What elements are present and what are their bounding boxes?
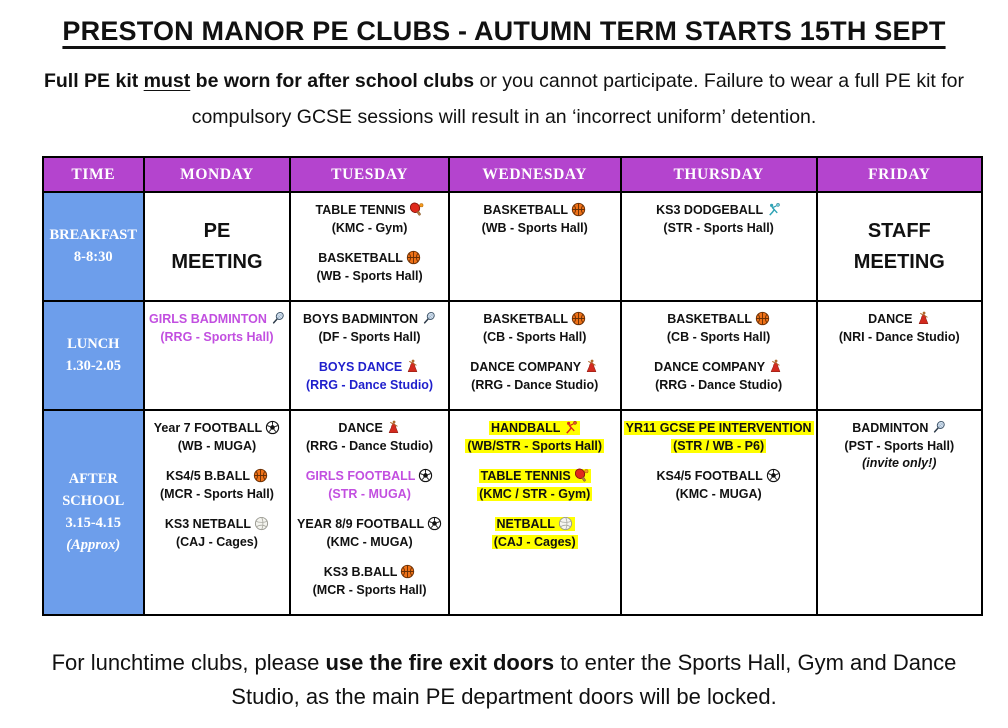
club-entry bbox=[147, 516, 288, 551]
club-location: (RRG - Sports Hall) bbox=[160, 329, 274, 344]
row-breakfast bbox=[43, 192, 982, 301]
meeting-line: PE bbox=[203, 219, 231, 242]
cell-content bbox=[818, 411, 981, 488]
club-name-text: DANCE bbox=[868, 312, 913, 327]
time-line: AFTER bbox=[68, 471, 118, 488]
meeting-cell bbox=[817, 192, 982, 301]
clubs-cell bbox=[290, 192, 448, 301]
club-name bbox=[293, 250, 445, 268]
club-location bbox=[624, 438, 814, 456]
club-name bbox=[452, 202, 618, 220]
club-location bbox=[452, 486, 618, 504]
club-location: (STR - Sports Hall) bbox=[663, 220, 774, 235]
club-entry bbox=[624, 311, 814, 346]
club-name-text: DANCE bbox=[338, 421, 383, 436]
club-name bbox=[293, 564, 445, 582]
time-line: 3.15-4.15 bbox=[65, 515, 122, 532]
column-header-tuesday: TUESDAY bbox=[290, 157, 448, 192]
club-location: (STR - MUGA) bbox=[328, 486, 411, 501]
club-name bbox=[147, 468, 288, 486]
text-segment: or you cannot participate. Failure to wear a full PE kit for compulsory GCSE sessions will result in an ‘incorrect uniform’ detention. bbox=[191, 70, 965, 129]
footer-text bbox=[24, 646, 984, 714]
cell-content bbox=[291, 193, 447, 300]
club-name-text: GIRLS BADMINTON bbox=[149, 312, 267, 327]
clubs-cell bbox=[144, 301, 291, 410]
club-name bbox=[293, 516, 445, 534]
club-entry bbox=[147, 311, 288, 346]
column-header-friday: FRIDAY bbox=[817, 157, 982, 192]
club-name bbox=[624, 420, 814, 438]
time-line: (Approx) bbox=[66, 537, 121, 554]
club-location: (CB - Sports Hall) bbox=[666, 329, 771, 344]
highlighted-text bbox=[479, 469, 591, 483]
club-entry bbox=[820, 420, 979, 473]
cell-content bbox=[450, 193, 620, 252]
club-name bbox=[624, 202, 814, 220]
club-entry bbox=[293, 516, 445, 551]
header-row bbox=[43, 157, 982, 192]
club-location: (NRI - Dance Studio) bbox=[838, 329, 960, 344]
club-name-text: YEAR 8/9 FOOTBALL bbox=[297, 517, 425, 532]
meeting-line: STAFF bbox=[867, 219, 931, 242]
text-segment: to enter the Sports Hall, Gym and Dance Studio, as the main PE department doors will be locked. bbox=[231, 650, 957, 710]
meeting-cell bbox=[144, 192, 291, 301]
meeting-line: MEETING bbox=[853, 250, 945, 273]
club-entry bbox=[624, 359, 814, 394]
club-name-text: Year 7 FOOTBALL bbox=[153, 421, 263, 436]
club-entry bbox=[820, 311, 979, 346]
club-name-text: TABLE TENNIS bbox=[480, 469, 571, 484]
basketball-icon bbox=[571, 311, 586, 326]
club-name-text: BASKETBALL bbox=[483, 312, 569, 327]
club-name-text: DANCE COMPANY bbox=[470, 360, 582, 375]
club-entry bbox=[452, 202, 618, 237]
club-entry bbox=[452, 468, 618, 503]
club-location bbox=[452, 534, 618, 552]
cell-content bbox=[291, 411, 447, 614]
club-entry bbox=[147, 468, 288, 503]
club-entry bbox=[452, 311, 618, 346]
club-location: (RRG - Dance Studio) bbox=[655, 377, 783, 392]
club-location: (CB - Sports Hall) bbox=[482, 329, 587, 344]
clubs-cell bbox=[817, 301, 982, 410]
club-name-text: GIRLS FOOTBALL bbox=[305, 469, 416, 484]
club-location: (DF - Sports Hall) bbox=[318, 329, 421, 344]
club-name-text: KS3 B.BALL bbox=[323, 565, 398, 580]
clubs-cell bbox=[621, 192, 817, 301]
handball-icon bbox=[563, 420, 578, 435]
row-after-school bbox=[43, 410, 982, 615]
text-segment: use the fire exit doors bbox=[325, 650, 555, 676]
football-icon bbox=[766, 468, 781, 483]
club-name bbox=[624, 468, 814, 486]
badminton-icon bbox=[270, 311, 285, 326]
time-label-lunch bbox=[43, 301, 144, 410]
club-name-text: HANDBALL bbox=[490, 421, 561, 436]
dance-icon bbox=[405, 359, 420, 374]
club-name-text: BASKETBALL bbox=[483, 203, 569, 218]
meeting-line: MEETING bbox=[171, 250, 263, 273]
column-header-wednesday: WEDNESDAY bbox=[449, 157, 621, 192]
club-entry bbox=[624, 468, 814, 503]
club-name bbox=[293, 202, 445, 220]
club-entry bbox=[452, 359, 618, 394]
basketball-icon bbox=[400, 564, 415, 579]
club-location: (KMC - MUGA) bbox=[675, 486, 762, 501]
club-name bbox=[820, 420, 979, 438]
cell-content bbox=[450, 302, 620, 409]
time-line: 1.30-2.05 bbox=[65, 358, 122, 375]
highlighted-text bbox=[489, 421, 580, 435]
club-name-text: YR11 GCSE PE INTERVENTION bbox=[625, 421, 812, 436]
dodgeball-icon bbox=[766, 202, 781, 217]
club-location: (MCR - Sports Hall) bbox=[160, 486, 274, 501]
dance-icon bbox=[584, 359, 599, 374]
club-name bbox=[452, 311, 618, 329]
meeting-label bbox=[145, 216, 290, 278]
club-name bbox=[624, 311, 814, 329]
club-name bbox=[624, 359, 814, 377]
clubs-cell bbox=[290, 301, 448, 410]
highlighted-text: (KMC / STR - Gym) bbox=[479, 486, 591, 501]
club-name bbox=[293, 420, 445, 438]
netball-icon bbox=[558, 516, 573, 531]
dance-icon bbox=[768, 359, 783, 374]
club-location bbox=[452, 438, 618, 456]
club-location: (KMC - Gym) bbox=[331, 220, 408, 235]
table-tennis-icon bbox=[574, 468, 589, 483]
club-name bbox=[452, 359, 618, 377]
dance-icon bbox=[386, 420, 401, 435]
badminton-icon bbox=[931, 420, 946, 435]
football-icon bbox=[418, 468, 433, 483]
club-location: (MCR - Sports Hall) bbox=[312, 582, 427, 597]
meeting-label bbox=[818, 216, 981, 278]
club-entry bbox=[624, 202, 814, 237]
column-header-monday: MONDAY bbox=[144, 157, 291, 192]
cell-content bbox=[622, 302, 816, 409]
row-lunch bbox=[43, 301, 982, 410]
club-location: (WB - Sports Hall) bbox=[481, 220, 588, 235]
timetable-body bbox=[43, 192, 982, 615]
clubs-cell bbox=[449, 410, 621, 615]
club-name-text: BASKETBALL bbox=[667, 312, 752, 327]
clubs-cell bbox=[449, 301, 621, 410]
football-icon bbox=[427, 516, 442, 531]
club-name bbox=[147, 311, 288, 329]
club-entry bbox=[293, 468, 445, 503]
club-name bbox=[293, 468, 445, 486]
club-name-text: KS3 NETBALL bbox=[164, 517, 252, 532]
highlighted-text: (CAJ - Cages) bbox=[493, 534, 576, 549]
club-location: (KMC - MUGA) bbox=[326, 534, 413, 549]
club-location: (WB - MUGA) bbox=[177, 438, 257, 453]
club-entry bbox=[293, 250, 445, 285]
club-name bbox=[293, 359, 445, 377]
club-name bbox=[452, 516, 618, 534]
clubs-cell bbox=[290, 410, 448, 615]
column-header-time: TIME bbox=[43, 157, 144, 192]
club-location: (WB - Sports Hall) bbox=[316, 268, 423, 283]
club-entry bbox=[293, 420, 445, 455]
cell-content bbox=[145, 411, 290, 566]
club-name-text: KS4/5 FOOTBALL bbox=[656, 469, 763, 484]
club-name bbox=[147, 516, 288, 534]
club-name-text: BOYS DANCE bbox=[318, 360, 403, 375]
netball-icon bbox=[254, 516, 269, 531]
highlighted-text: (STR / WB - P6) bbox=[673, 438, 765, 453]
time-line: SCHOOL bbox=[62, 493, 125, 510]
club-location: (RRG - Dance Studio) bbox=[306, 377, 434, 392]
club-name-text: BADMINTON bbox=[852, 421, 929, 436]
basketball-icon bbox=[406, 250, 421, 265]
time-line: BREAKFAST bbox=[49, 227, 138, 244]
intro-text bbox=[24, 63, 984, 135]
cell-content bbox=[622, 411, 816, 518]
clubs-cell bbox=[817, 410, 982, 615]
clubs-cell bbox=[144, 410, 291, 615]
clubs-cell bbox=[621, 410, 817, 615]
badminton-icon bbox=[421, 311, 436, 326]
club-name-text: DANCE COMPANY bbox=[654, 360, 766, 375]
club-name bbox=[147, 420, 288, 438]
highlighted-text: (WB/STR - Sports Hall) bbox=[467, 438, 603, 453]
club-name bbox=[293, 311, 445, 329]
club-location: (RRG - Dance Studio) bbox=[306, 438, 434, 453]
cell-content bbox=[818, 302, 981, 361]
club-entry bbox=[624, 420, 814, 455]
cell-content bbox=[291, 302, 447, 409]
club-entry bbox=[293, 359, 445, 394]
club-entry bbox=[452, 516, 618, 551]
text-segment: For lunchtime clubs, please bbox=[51, 650, 326, 676]
clubs-cell bbox=[449, 192, 621, 301]
club-location: (PST - Sports Hall) bbox=[844, 438, 955, 453]
basketball-icon bbox=[253, 468, 268, 483]
club-name bbox=[820, 311, 979, 329]
cell-content bbox=[450, 411, 620, 566]
club-entry bbox=[293, 311, 445, 346]
time-line: LUNCH bbox=[67, 336, 120, 353]
club-name-text: KS3 DODGEBALL bbox=[656, 203, 764, 218]
club-location: (RRG - Dance Studio) bbox=[471, 377, 599, 392]
club-name-text: TABLE TENNIS bbox=[315, 203, 406, 218]
text-segment: must bbox=[143, 70, 191, 92]
club-entry bbox=[293, 564, 445, 599]
text-segment: Full PE kit bbox=[43, 70, 144, 92]
club-name-text: NETBALL bbox=[496, 517, 555, 532]
football-icon bbox=[265, 420, 280, 435]
page bbox=[0, 16, 1008, 728]
table-tennis-icon bbox=[409, 202, 424, 217]
cell-content bbox=[622, 193, 816, 252]
time-label-breakfast bbox=[43, 192, 144, 301]
dance-icon bbox=[916, 311, 931, 326]
club-name bbox=[452, 468, 618, 486]
text-segment: be worn for after school clubs bbox=[190, 70, 475, 92]
club-name-text: BASKETBALL bbox=[318, 251, 403, 266]
club-entry bbox=[147, 420, 288, 455]
club-entry bbox=[293, 202, 445, 237]
basketball-icon bbox=[571, 202, 586, 217]
basketball-icon bbox=[755, 311, 770, 326]
column-header-thursday: THURSDAY bbox=[621, 157, 817, 192]
clubs-timetable bbox=[42, 156, 983, 616]
page-title: PRESTON MANOR PE CLUBS - AUTUMN TERM STARTS 15TH SEPT bbox=[62, 16, 946, 46]
club-name bbox=[452, 420, 618, 438]
clubs-cell bbox=[621, 301, 817, 410]
highlighted-text bbox=[624, 421, 814, 435]
time-line: 8-8:30 bbox=[73, 249, 113, 266]
cell-content bbox=[145, 302, 290, 361]
club-location: (CAJ - Cages) bbox=[175, 534, 258, 549]
time-label-after-school bbox=[43, 410, 144, 615]
club-entry bbox=[452, 420, 618, 455]
highlighted-text bbox=[495, 517, 575, 531]
club-note: (invite only!) bbox=[862, 456, 937, 471]
club-name-text: BOYS BADMINTON bbox=[303, 312, 419, 327]
club-name-text: KS4/5 B.BALL bbox=[165, 469, 250, 484]
